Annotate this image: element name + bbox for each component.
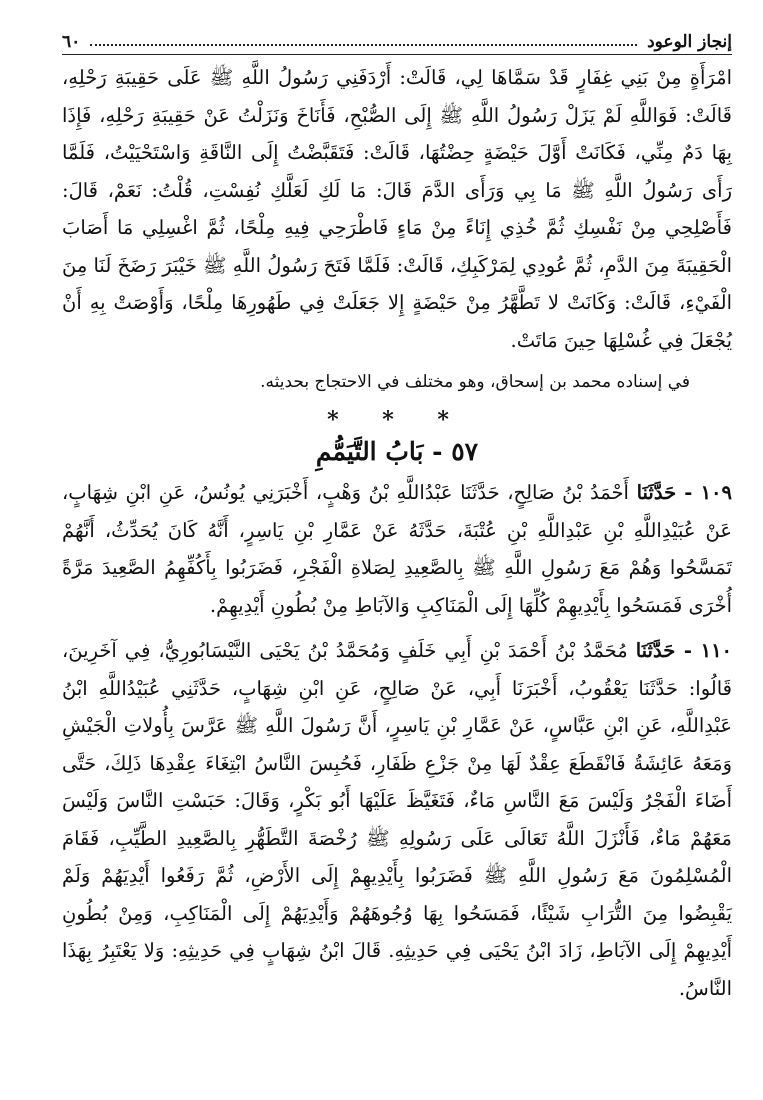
paragraph-continued: امْرَأَةٍ مِنْ بَنِي غِفَارٍ قَدْ سَمَّاهَا لِي، قَالَتْ: أَرْدَفَنِي رَسُولُ اللَّهِ ﷺ عَلَى حَقِيبَةِ رَحْلِهِ، قَالَتْ: فَوَاللَّهِ لَمْ يَزَلْ رَسُولُ اللَّهِ ﷺ إِلَى الصُّبْحِ، فَأَنَاخَ وَنَزَلْتُ عَنْ حَقِيبَةِ رَحْلِهِ، فَإِذَا بِهَا دَمٌ مِنِّي، فَكَانَتْ أَوَّلَ حَيْضَةٍ حِضْتُهَا، قَالَتْ: فَتَقَبَّضْتُ إِلَى النَّاقَةِ وَاسْتَحْيَيْتُ، فَلَمَّا رَأَى رَسُولُ اللَّهِ ﷺ مَا بِي وَرَأَى الدَّمَ قَالَ: مَا لَكِ لَعَلَّكِ نُفِسْتِ، قُلْتُ: نَعَمْ، قَالَ: فَأَصْلِحِي مِنْ نَفْسِكِ ثُمَّ خُذِي إِنَاءً مِنْ مَاءٍ فَاطْرَحِي فِيهِ مِلْحًا، ثُمَّ اغْسِلِي مَا أَصَابَ الْحَقِيبَةَ مِنَ الدَّمِ، ثُمَّ عُودِي لِمَرْكَبِكِ، قَالَتْ: فَلَمَّا فَتَحَ رَسُولُ اللَّهِ ﷺ خَيْبَرَ رَضَخَ لَنَا مِنَ الْفَيْءِ، قَالَتْ: وَكَانَتْ لا تَطَّهَّرُ مِنْ حَيْضَةٍ إِلا جَعَلَتْ فِي طَهُورِهَا مِلْحًا، وَأَوْصَتْ بِهِ أَنْ يُجْعَلَ فِي غُسْلِهَا حِينَ مَاتَتْ. bbox=[62, 66, 732, 352]
page bbox=[62, 26, 732, 1007]
hadith-110 bbox=[62, 632, 732, 1007]
hadith-109-number: ١٠٩ - حَدَّثَنَا bbox=[636, 481, 732, 504]
page-body bbox=[62, 59, 732, 1007]
section-separator: * * * bbox=[327, 407, 467, 433]
hadith-109-text: أَحْمَدُ بْنُ صَالِحٍ، حَدَّثَنَا عَبْدُاللَّهِ بْنُ وَهْبٍ، أَخْبَرَنِي يُونُسُ، عَنِ ابْنِ شِهَابٍ، عَنْ عُبَيْدِاللَّهِ بْنِ عَبْدِاللَّهِ بْنِ عُتْبَةَ، حَدَّثَهُ عَنْ عَمَّارِ بْنِ يَاسِرٍ، أَنَّهُ كَانَ يُحَدِّثُ، أَنَّهُمْ تَمَسَّحُوا وَهُمْ مَعَ رَسُولِ اللَّهِ ﷺ بِالصَّعِيدِ لِصَلاةِ الْفَجْرِ، فَضَرَبُوا بِأَكُفِّهِمُ الصَّعِيدَ مَرَّةً أُخْرَى فَمَسَحُوا بِأَيْدِيهِمْ كُلِّهَا إِلَى الْمَنَاكِبِ وَالآبَاطِ مِنْ بُطُونِ أَيْدِيهِمْ. bbox=[62, 481, 732, 617]
hadith-110-number: ١١٠ - حَدَّثَنَا bbox=[635, 639, 733, 662]
page-header bbox=[62, 26, 732, 52]
page-number: ٦٠ bbox=[62, 32, 81, 52]
hadith-109 bbox=[62, 474, 732, 624]
chapter-heading bbox=[62, 437, 732, 466]
hadith-110-text: مُحَمَّدُ بْنُ أَحْمَدَ بْنِ أَبِي خَلَفٍ وَمُحَمَّدُ بْنُ يَحْيَى النَّيْسَابُورِيُّ، فِي آخَرِينَ، قَالُوا: حَدَّثَنَا يَعْقُوبُ، أَخْبَرَنَا أَبِي، عَنْ صَالِحٍ، عَنِ ابْنِ شِهَابٍ، حَدَّثَنِي عُبَيْدُاللَّهِ ابْنُ عَبْدِاللَّهِ، عَنِ ابْنِ عَبَّاسٍ، عَنْ عَمَّارِ بْنِ يَاسِرٍ، أَنَّ رَسُولَ اللَّهِ ﷺ عَرَّسَ بِأُولاتِ الْجَيْشِ وَمَعَهُ عَائِشَةُ فَانْقَطَعَ عِقْدٌ لَهَا مِنْ جَزْعِ ظَفَارِ، فَحُبِسَ النَّاسُ ابْتِغَاءَ عِقْدِهَا ذَلِكَ، حَتَّى أَضَاءَ الْفَجْرُ وَلَيْسَ مَعَ النَّاسِ مَاءٌ، فَتَغَيَّظَ عَلَيْهَا أَبُو بَكْرٍ، وَقَالَ: حَبَسْتِ النَّاسَ وَلَيْسَ مَعَهُمْ مَاءٌ، فَأَنْزَلَ اللَّهُ تَعَالَى عَلَى رَسُولِهِ ﷺ رُخْصَةَ التَّطَهُّرِ بِالصَّعِيدِ الطَّيِّبِ، فَقَامَ الْمُسْلِمُونَ مَعَ رَسُولِ اللَّهِ ﷺ فَضَرَبُوا بِأَيْدِيهِمْ إِلَى الأَرْضِ، ثُمَّ رَفَعُوا أَيْدِيَهُمْ وَلَمْ يَقْبِضُوا مِنَ التُّرَابِ شَيْئًا، فَمَسَحُوا بِهَا وُجُوهَهُمْ وَأَيْدِيَهُمْ إِلَى الْمَنَاكِبِ، وَمِنْ بُطُونِ أَيْدِيهِمْ إِلَى الآبَاطِ، زَادَ ابْنُ يَحْيَى فِي حَدِيثِهِ. قَالَ ابْنُ شِهَابٍ فِي حَدِيثِهِ: وَلا يَعْتَبِرُ بِهَذَا النَّاسُ. bbox=[62, 639, 732, 1000]
header-rule bbox=[62, 54, 732, 55]
book-title: إنجاز الوعود bbox=[647, 32, 732, 52]
header-dotted-leader bbox=[90, 44, 637, 46]
isnad-note: في إسناده محمد بن إسحاق، وهو مختلف في الاحتجاج بحديثه. bbox=[260, 372, 690, 392]
chapter-title: ٥٧ - بَابُ التَّيَمُّمِ bbox=[315, 437, 479, 466]
